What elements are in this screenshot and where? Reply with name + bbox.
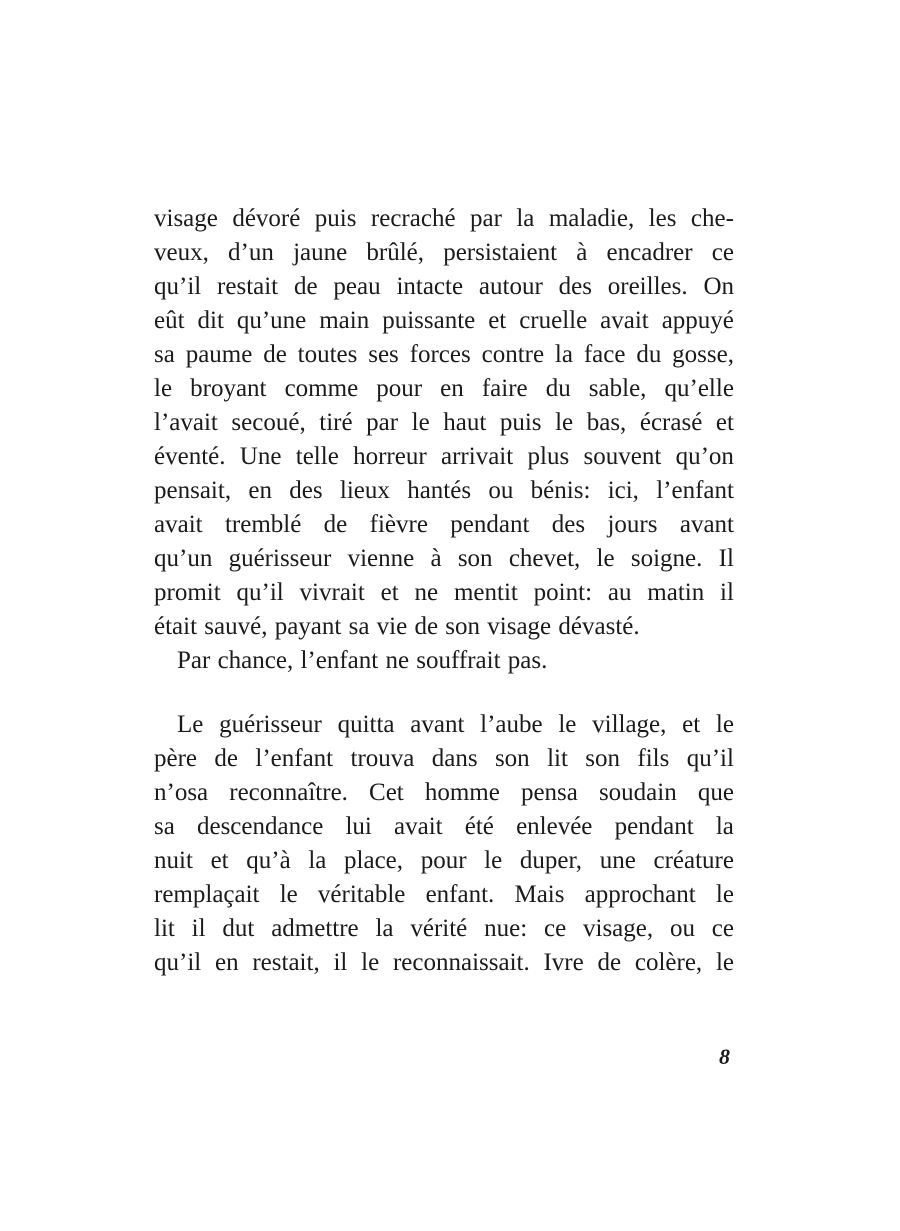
text-line: avait tremblé de fièvre pendant des jours avant	[154, 511, 734, 538]
page-number: 8	[719, 1044, 730, 1069]
text-line: qu’un guérisseur vienne à son chevet, le soigne. Il	[154, 545, 734, 572]
text-line: promit qu’il vivrait et ne mentit point: au matin il	[154, 579, 734, 606]
text-line: visage dévoré puis recraché par la maladie, les che-	[154, 205, 734, 232]
text-line: veux, d’un jaune brûlé, persistaient à encadrer ce	[154, 239, 734, 266]
text-line: eût dit qu’une main puissante et cruelle avait appuyé	[154, 307, 734, 334]
page-text-block	[154, 202, 734, 980]
text-line: n’osa reconnaître. Cet homme pensa soudain que	[154, 779, 734, 806]
paragraph-gap	[154, 678, 734, 708]
text-line: était sauvé, payant sa vie de son visage dévasté.	[154, 613, 640, 640]
text-line: lit il dut admettre la vérité nue: ce visage, ou ce	[154, 915, 734, 942]
text-line: qu’il en restait, il le reconnaissait. Ivre de colère, le	[154, 949, 734, 976]
text-line: remplaçait le véritable enfant. Mais approchant le	[154, 881, 734, 908]
text-line: l’avait secoué, tiré par le haut puis le bas, écrasé et	[154, 409, 734, 436]
text-line: sa paume de toutes ses forces contre la face du gosse,	[154, 341, 734, 368]
text-line: père de l’enfant trouva dans son lit son fils qu’il	[154, 745, 734, 772]
text-line: nuit et qu’à la place, pour le duper, une créature	[154, 847, 734, 874]
text-line: sa descendance lui avait été enlevée pendant la	[154, 813, 734, 840]
text-line: Le guérisseur quitta avant l’aube le village, et le	[177, 711, 734, 738]
text-line: Par chance, l’enfant ne souffrait pas.	[177, 647, 548, 674]
text-line: éventé. Une telle horreur arrivait plus souvent qu’on	[154, 443, 734, 470]
text-line: pensait, en des lieux hantés ou bénis: ici, l’enfant	[154, 477, 734, 504]
text-line: le broyant comme pour en faire du sable, qu’elle	[154, 375, 734, 402]
text-line: qu’il restait de peau intacte autour des oreilles. On	[154, 273, 734, 300]
